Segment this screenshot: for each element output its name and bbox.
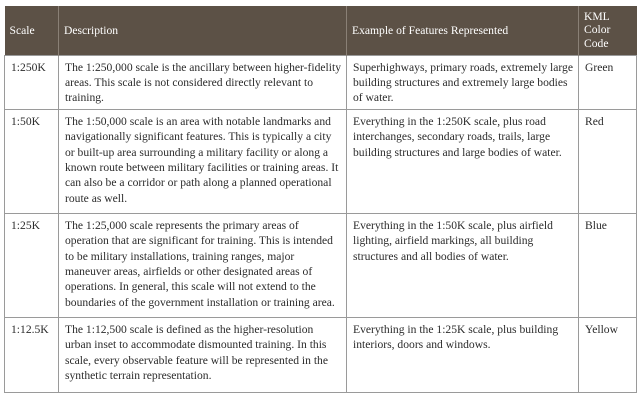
header-example: Example of Features Represented [347,6,579,55]
scale-cell: 1:250K [5,55,59,109]
example-cell: Superhighways, primary roads, extremely large building structures and extremely large bodies of water. [347,55,579,109]
description-cell: The 1:12,500 scale is defined as the higher-resolution urban inset to accommodate dismounted training. In this scale, every observable feature will be represented in the synthetic terrain representation. [59,317,347,392]
description-cell: The 1:250,000 scale is the ancillary between higher-fidelity areas. This scale is not considered directly relevant to training. [59,55,347,109]
description-cell: The 1:50,000 scale is an area with notable landmarks and navigationally significant features. This is typically a city or built-up area surrounding a military facility or along a known route between military facilities or training areas. It can also be a corridor or path along a planned operational route as well. [59,109,347,213]
header-description: Description [59,6,347,55]
table-body [5,55,637,392]
example-cell: Everything in the 1:250K scale, plus road interchanges, secondary roads, trails, large building structures and large bodies of water. [347,109,579,213]
scale-table [4,6,637,393]
example-cell: Everything in the 1:25K scale, plus building interiors, doors and windows. [347,317,579,392]
header-scale: Scale [5,6,59,55]
kml-color-cell: Blue [579,213,637,317]
example-cell: Everything in the 1:50K scale, plus airfield lighting, airfield markings, all building structures and all bodies of water. [347,213,579,317]
table-row [5,55,637,109]
table-header [5,6,637,55]
table-row [5,109,637,213]
scale-cell: 1:50K [5,109,59,213]
header-row [5,6,637,55]
table-row [5,317,637,392]
header-kml-color-code: KML Color Code [579,6,637,55]
table-row [5,213,637,317]
description-cell: The 1:25,000 scale represents the primary areas of operation that are significant for training. This is intended to be military installations, training ranges, major maneuver areas, airfields or other designated areas of operations. In general, this scale will not extend to the boundaries of the government installation or training area. [59,213,347,317]
scale-cell: 1:12.5K [5,317,59,392]
kml-color-cell: Green [579,55,637,109]
kml-color-cell: Red [579,109,637,213]
kml-color-cell: Yellow [579,317,637,392]
scale-cell: 1:25K [5,213,59,317]
